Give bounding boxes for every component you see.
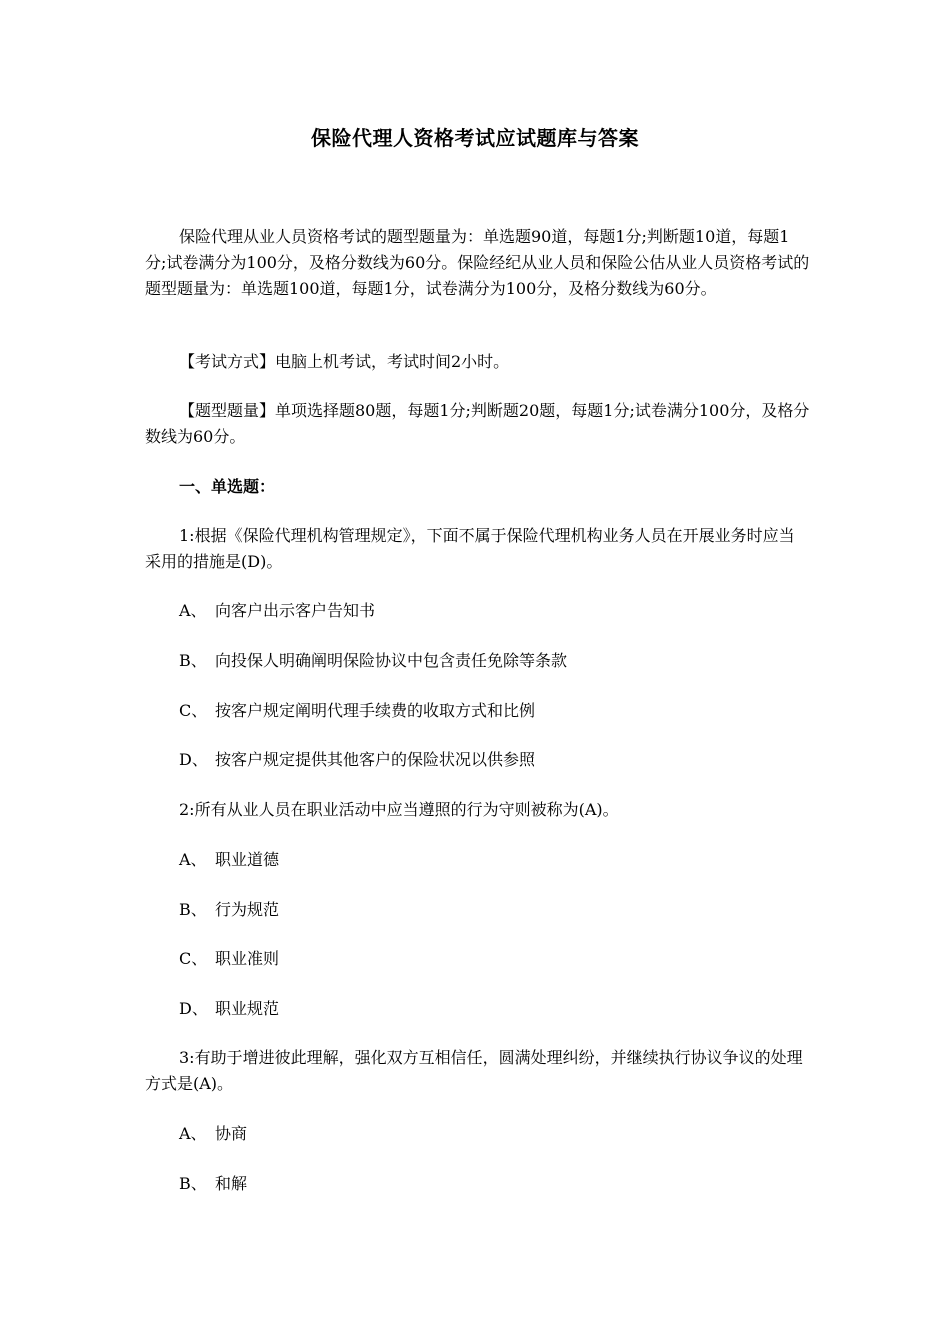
option-letter: C、: [179, 701, 208, 720]
question-stem: 3:有助于增进彼此理解，强化双方互相信任，圆满处理纠纷，并继续执行协议争议的处理方式是(A)。: [145, 1048, 803, 1093]
option-a: [179, 1121, 247, 1147]
option-text: 向投保人明确阐明保险协议中包含责任免除等条款: [215, 651, 568, 670]
option-letter: D、: [179, 750, 208, 769]
option-d: [179, 996, 279, 1022]
section-heading: 一、单选题：: [179, 477, 276, 496]
option-text: 职业道德: [215, 850, 280, 869]
option-text: 按客户规定阐明代理手续费的收取方式和比例: [215, 701, 536, 720]
option-letter: B、: [179, 651, 207, 670]
option-c: [179, 946, 279, 972]
option-letter: C、: [179, 949, 208, 968]
option-letter: A、: [179, 601, 207, 620]
option-text: 职业准则: [215, 949, 280, 968]
option-letter: A、: [179, 850, 207, 869]
option-a: [179, 847, 279, 873]
option-letter: D、: [179, 999, 208, 1018]
exam-method-paragraph: 【考试方式】电脑上机考试，考试时间2小时。: [179, 352, 510, 371]
option-letter: A、: [179, 1124, 207, 1143]
document-title: 保险代理人资格考试应试题库与答案: [311, 126, 639, 150]
option-c: [179, 698, 535, 724]
question-stem: 1:根据《保险代理机构管理规定》，下面不属于保险代理机构业务人员在开展业务时应当采用的措施是(D)。: [145, 526, 795, 571]
question-stem: 2:所有从业人员在职业活动中应当遵照的行为守则被称为(A)。: [179, 800, 619, 819]
option-text: 向客户出示客户告知书: [215, 601, 376, 620]
option-text: 行为规范: [215, 900, 280, 919]
intro-paragraph: 保险代理从业人员资格考试的题型题量为：单选题90道，每题1分;判断题10道，每题1分;试卷满分为100分，及格分数线为60分。保险经纪从业人员和保险公估从业人员资格考试的题型题量为：单选题100道，每题1分，试卷满分为100分，及格分数线为60分。: [145, 227, 810, 298]
option-b: [179, 897, 279, 923]
option-d: [179, 747, 535, 773]
option-b: [179, 648, 567, 674]
option-letter: B、: [179, 1174, 207, 1193]
option-text: 协商: [215, 1124, 248, 1143]
option-letter: B、: [179, 900, 207, 919]
option-text: 按客户规定提供其他客户的保险状况以供参照: [215, 750, 536, 769]
option-text: 和解: [215, 1174, 248, 1193]
option-b: [179, 1171, 247, 1197]
question-types-paragraph: 【题型题量】单项选择题80题，每题1分;判断题20题，每题1分;试卷满分100分，及格分数线为60分。: [145, 401, 810, 446]
option-text: 职业规范: [215, 999, 280, 1018]
option-a: [179, 598, 375, 624]
